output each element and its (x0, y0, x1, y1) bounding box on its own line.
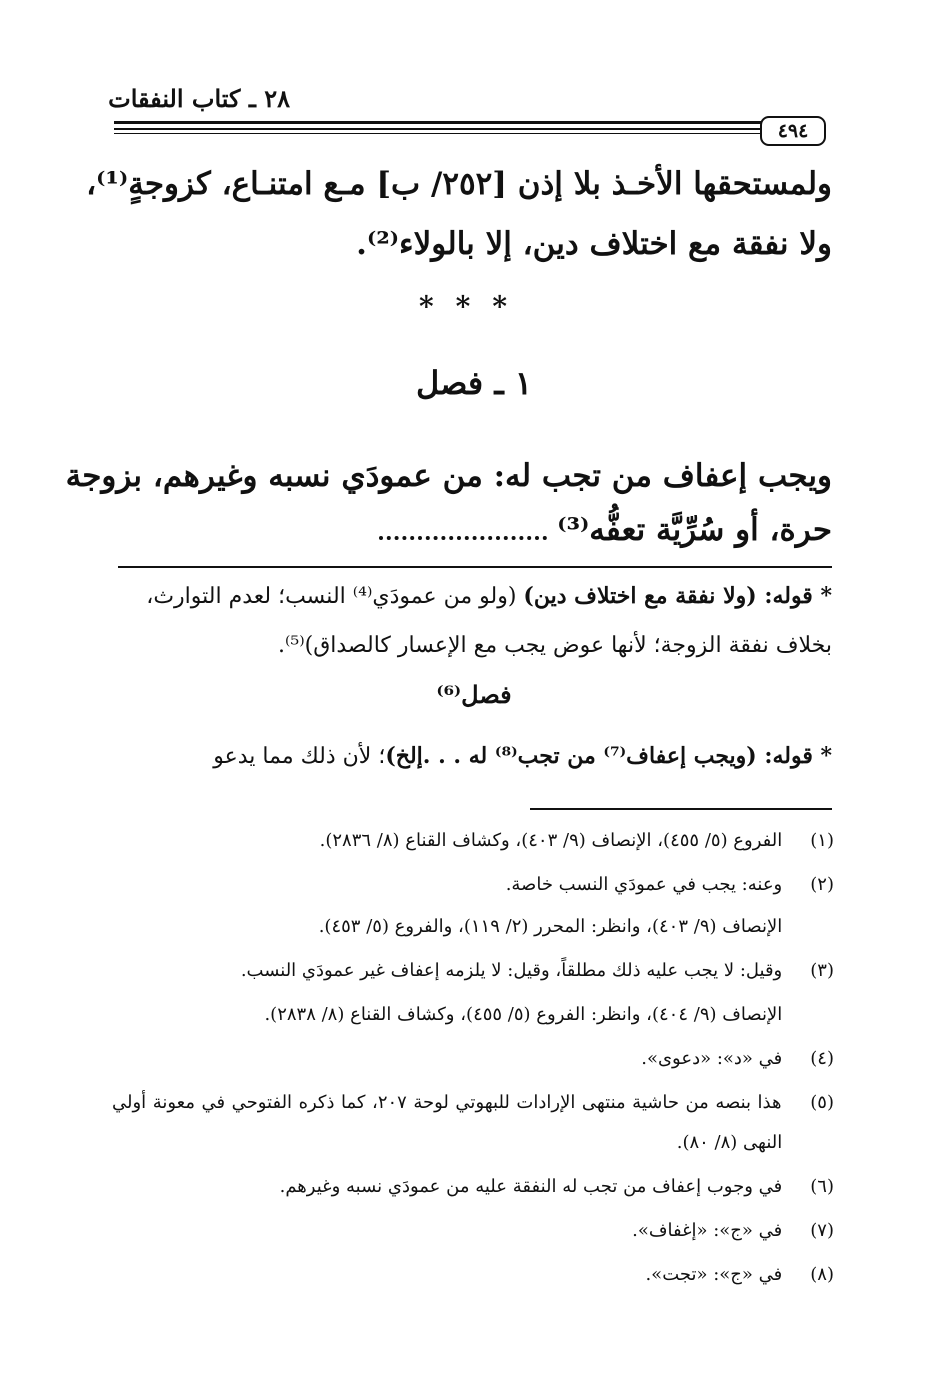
footnote-line (112, 1044, 834, 1074)
footnote-text: في «ج»: «إغفاف». (632, 1220, 783, 1241)
footnote-line (112, 1128, 834, 1158)
footnote-text: في وجوب إعفاف من تجب له النفقة عليه من عمودَي نسبه وغيرهم. (279, 1176, 783, 1197)
footnote-line (112, 1000, 834, 1030)
page-number-badge: ٤٩٤ (760, 116, 826, 146)
footnote-number: (٤) (810, 1048, 834, 1069)
footnote-rule (530, 808, 832, 810)
footnote-text: هذا بنصه من حاشية منتهى الإرادات للبهوتي لوحة ٢٠٧، كما ذكره الفتوحي في معونة أولي (112, 1092, 782, 1113)
sharh-heading: فصل⁽⁶⁾ (436, 680, 512, 709)
sharh-text: ؛ لأن ذلك مما يدعو (213, 744, 386, 769)
header-rule (114, 121, 762, 124)
sharh-lemma: * قوله: (ويجب إعفاف⁽⁷⁾ من تجب⁽⁸⁾ له . . .إلخ) (385, 743, 832, 769)
footnote-text: وعنه: يجب في عمودَي النسب خاصة. (505, 874, 783, 895)
matn-line: ولا نفقة مع اختلاف دين، إلا بالولاء⁽²⁾. (356, 226, 832, 262)
matn-text: حرة، أو سُرِّيَّة تعفُّه⁽³⁾ (557, 512, 832, 548)
footnote-line (112, 1260, 834, 1290)
section-separator: *** (419, 290, 529, 323)
footnote-text: الفروع (٥/ ٤٥٥)، الإنصاف (٩/ ٤٠٣)، وكشاف القناع (٨/ ٢٨٣٦). (319, 830, 783, 851)
footnote-line (112, 1216, 834, 1246)
header-rule (114, 133, 762, 134)
matn-separator-rule (118, 566, 832, 568)
sharh-text: (ولو من عمودَي⁽⁴⁾ النسب؛ لعدم التوارث، (146, 584, 524, 609)
dot-leader (379, 528, 547, 540)
matn-line: ولمستحقها الأخـذ بلا إذن [٢٥٢/ ب] مـع امتنـاع، كزوجةٍ⁽¹⁾، (86, 166, 832, 202)
matn-line (112, 508, 832, 552)
footnote-text: النهى (٨/ ٨٠). (676, 1132, 783, 1153)
footnote-line (112, 912, 834, 942)
footnote-line (112, 826, 834, 856)
footnote-number: (٨) (810, 1264, 834, 1285)
matn-line: ويجب إعفاف من تجب له: من عمودَي نسبه وغيرهم، بزوجة (65, 458, 832, 494)
footnote-number: (١) (810, 830, 834, 851)
footnote-text: في «د»: «دعوى». (641, 1048, 783, 1069)
footnote-text: وقيل: لا يجب عليه ذلك مطلقاً، وقيل: لا يلزمه إعفاف غير عمودَي النسب. (240, 960, 783, 981)
footnote-number: (٢) (810, 874, 834, 895)
footnote-line (112, 1172, 834, 1202)
footnote-text: الإنصاف (٩/ ٤٠٣)، وانظر: المحرر (٢/ ١١٩)، والفروع (٥/ ٤٥٣). (318, 916, 783, 937)
sharh-line: بخلاف نفقة الزوجة؛ لأنها عوض يجب مع الإعسار كالصداق)⁽⁵⁾. (277, 633, 832, 658)
footnote-number: (٣) (810, 960, 834, 981)
sharh-line (112, 578, 832, 615)
footnote-text: الإنصاف (٩/ ٤٠٤)، وانظر: الفروع (٥/ ٤٥٥)، وكشاف القناع (٨/ ٢٨٣٨). (264, 1004, 783, 1025)
footnote-line (112, 1088, 834, 1118)
chapter-title: ٢٨ ـ كتاب النفقات (108, 84, 290, 113)
footnote-number: (٥) (810, 1092, 834, 1113)
footnote-text: في «ج»: «تجت». (645, 1264, 783, 1285)
header-rule (114, 128, 762, 130)
section-title: ١ ـ فصل (415, 364, 533, 402)
sharh-line (112, 738, 832, 775)
footnote-number: (٦) (810, 1176, 834, 1197)
footnote-line (112, 956, 834, 986)
footnote-line (112, 870, 834, 900)
sharh-lemma: * قوله: (ولا نفقة مع اختلاف دين) (523, 583, 832, 609)
footnote-number: (٧) (810, 1220, 834, 1241)
